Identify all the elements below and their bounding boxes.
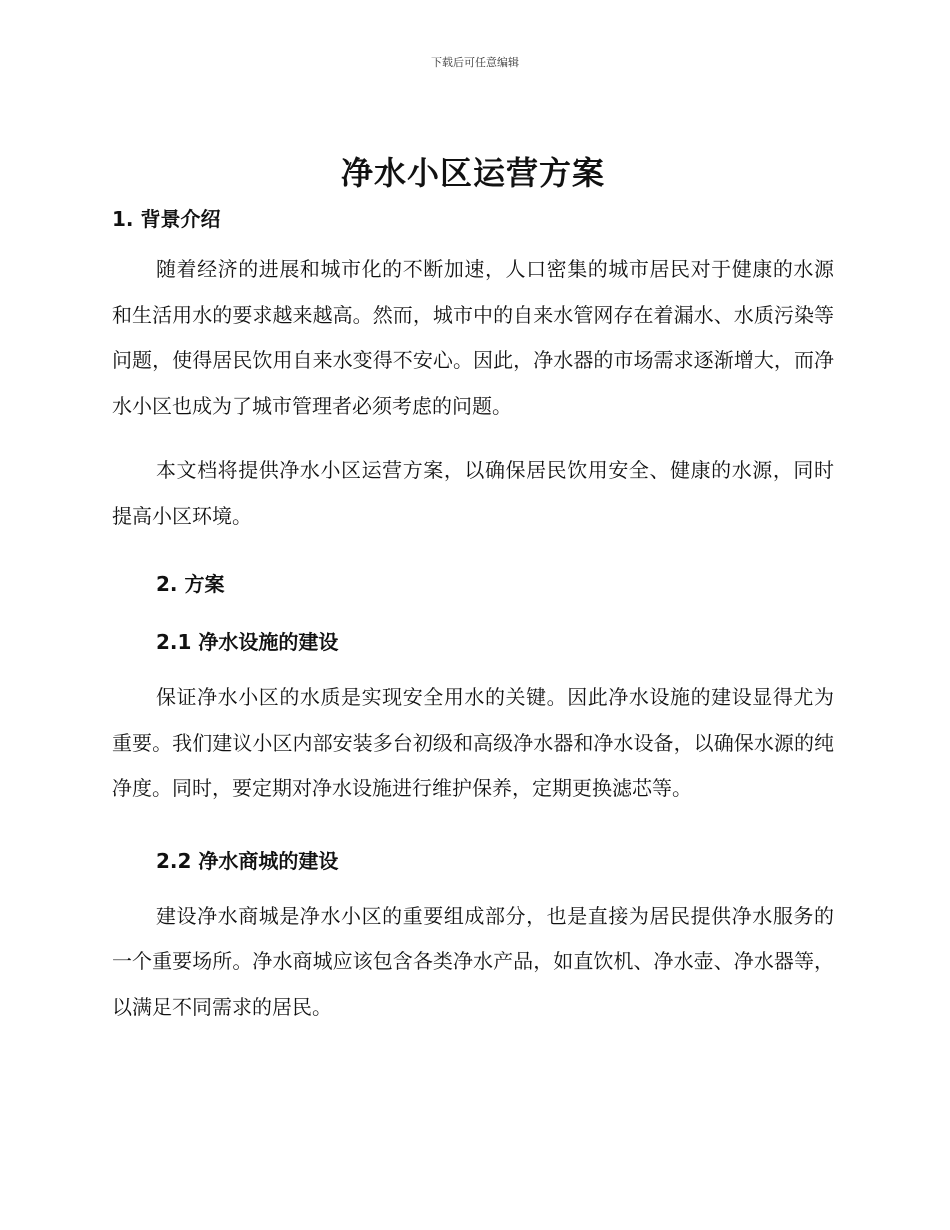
subsection-heading-mall: 2.2 净水商城的建设 [156, 848, 339, 873]
subsection-heading-facilities: 2.1 净水设施的建设 [156, 630, 339, 654]
document-body [112, 150, 834, 1030]
paragraph-background-1: 随着经济的进展和城市化的不断加速，人口密集的城市居民对于健康的水源和生活用水的要求越来越高。然而，城市中的自来水管网存在着漏水、水质污染等问题，使得居民饮用自来水变得不安心。因此，净水器的市场需求逐渐增大，而净水小区也成为了城市管理者必须考虑的问题。 [112, 257, 834, 418]
document-title: 净水小区运营方案 [340, 154, 605, 192]
paragraph-background-2: 本文档将提供净水小区运营方案，以确保居民饮用安全、健康的水源，同时提高小区环境。 [112, 458, 834, 528]
page-header-note: 下载后可任意编辑 [431, 56, 519, 69]
paragraph-facilities: 保证净水小区的水质是实现安全用水的关键。因此净水设施的建设显得尤为重要。我们建议小区内部安装多台初级和高级净水器和净水设备，以确保水源的纯净度。同时，要定期对净水设施进行维护保养，定期更换滤芯等。 [112, 685, 834, 800]
section-heading-background: 1. 背景介绍 [112, 207, 221, 231]
paragraph-mall: 建设净水商城是净水小区的重要组成部分，也是直接为居民提供净水服务的一个重要场所。净水商城应该包含各类净水产品，如直饮机、净水壶、净水器等，以满足不同需求的居民。 [112, 903, 834, 1019]
section-heading-plan: 2. 方案 [156, 572, 225, 596]
